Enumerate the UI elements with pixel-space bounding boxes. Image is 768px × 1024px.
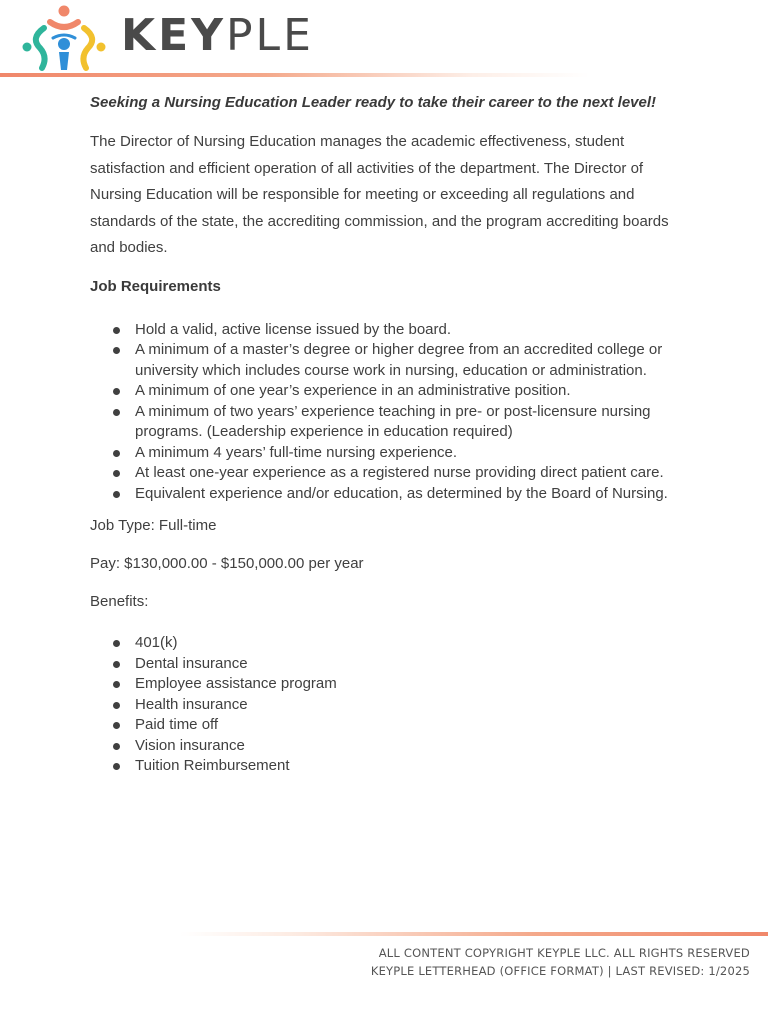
- header-divider: [0, 73, 590, 77]
- posting-tagline: Seeking a Nursing Education Leader ready to take their career to the next level!: [90, 94, 657, 111]
- list-item: Dental insurance: [90, 654, 690, 675]
- benefits-heading: Benefits:: [90, 593, 149, 610]
- brand-light-text: PLE: [226, 10, 314, 61]
- keyple-wordmark: [121, 10, 314, 61]
- letterhead-header: [0, 0, 768, 80]
- footer-revision: KEYPLE LETTERHEAD (OFFICE FORMAT) | LAST REVISED: 1/2025: [370, 964, 750, 978]
- list-item: Hold a valid, active license issued by the board.: [90, 320, 690, 341]
- letterhead-footer: [371, 944, 750, 980]
- list-item: Vision insurance: [90, 736, 690, 757]
- job-posting: [90, 92, 690, 777]
- list-item: A minimum of one year’s experience in an administrative position.: [90, 381, 690, 402]
- pay-range: Pay: $130,000.00 - $150,000.00 per year: [90, 555, 364, 572]
- list-item: Tuition Reimbursement: [90, 756, 690, 777]
- posting-intro: The Director of Nursing Education manages the academic effectiveness, student satisfaction and efficient operation of all activities of the department. The Director of Nursing Education will be responsible for meeting or exceeding all regulations and standards of the state, the accrediting commission, and the program accrediting boards and bodies.: [90, 133, 669, 256]
- list-item: At least one-year experience as a registered nurse providing direct patient care.: [90, 463, 690, 484]
- keyple-logo-icon: [20, 2, 108, 72]
- list-item: 401(k): [90, 633, 690, 654]
- list-item: Health insurance: [90, 695, 690, 716]
- job-type: Job Type: Full-time: [90, 517, 217, 534]
- list-item: Employee assistance program: [90, 674, 690, 695]
- list-item: A minimum of a master’s degree or higher degree from an accredited college or university which includes course work in nursing, education or administration.: [90, 340, 690, 381]
- benefits-list: [90, 633, 690, 777]
- list-item: Equivalent experience and/or education, as determined by the Board of Nursing.: [90, 484, 690, 505]
- list-item: A minimum 4 years’ full-time nursing experience.: [90, 443, 690, 464]
- list-item: Paid time off: [90, 715, 690, 736]
- requirements-list: [90, 320, 690, 505]
- footer-copyright: ALL CONTENT COPYRIGHT KEYPLE LLC. ALL RIGHTS RESERVED: [378, 946, 750, 960]
- list-item: A minimum of two years’ experience teaching in pre- or post-licensure nursing programs. (Leadership experience in education required): [90, 402, 690, 443]
- requirements-heading: Job Requirements: [90, 277, 221, 295]
- footer-divider: [180, 932, 768, 936]
- brand-bold-text: KEY: [121, 10, 227, 61]
